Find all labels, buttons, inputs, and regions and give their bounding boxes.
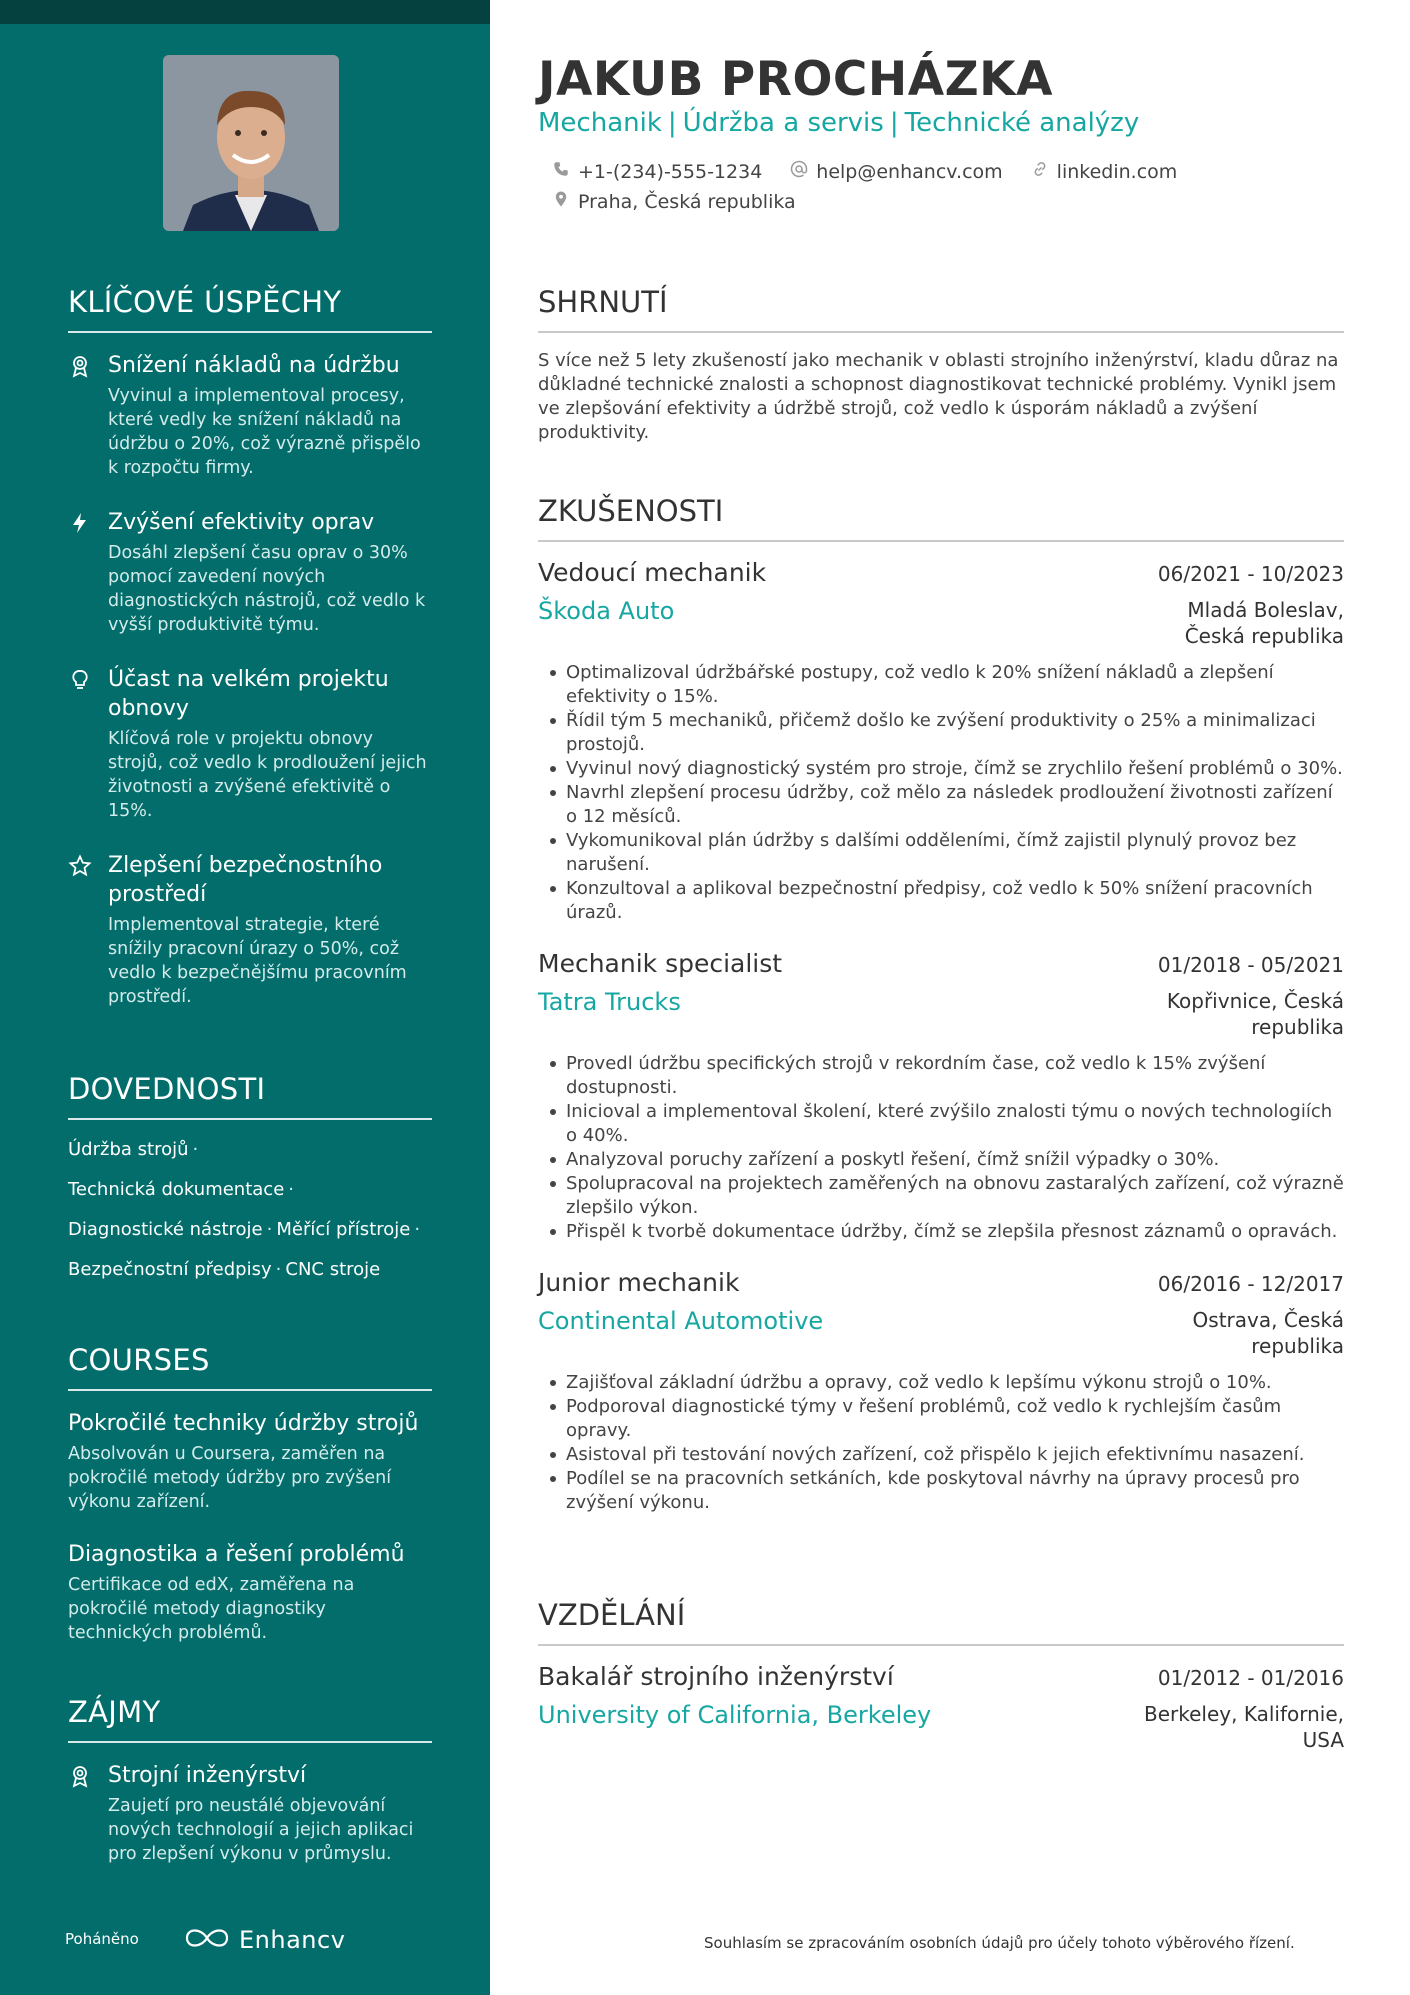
skills-line <box>68 1138 432 1162</box>
experience-heading: ZKUŠENOSTI <box>538 494 1344 542</box>
achievement-item <box>68 851 432 1009</box>
job-bullet: Inicioval a implementoval školení, které zvýšilo znalosti týmu o nových technologiích o 40%. <box>550 1100 1344 1148</box>
skills-line <box>68 1178 432 1202</box>
job-bullet: Zajišťoval základní údržbu a opravy, což vedlo k lepšímu výkonu strojů o 10%. <box>550 1371 1344 1395</box>
skills-section <box>68 1072 432 1298</box>
job-item <box>538 1268 1344 1515</box>
job-bullet: Vykomunikoval plán údržby s dalšími odděleními, čímž zajistil plynulý provoz bez narušení. <box>550 829 1344 877</box>
summary-heading: SHRNUTÍ <box>538 285 1344 333</box>
job-bullet: Provedl údržbu specifických strojů v rekordním čase, což vedlo k 15% zvýšení dostupnosti. <box>550 1052 1344 1100</box>
job-bullet: Konzultoval a aplikoval bezpečnostní předpisy, což vedlo k 50% snížení pracovních úrazů. <box>550 877 1344 925</box>
candidate-name: JAKUB PROCHÁZKA <box>538 52 1053 107</box>
skill-tag: Diagnostické nástroje <box>68 1219 263 1240</box>
skill-tag: Bezpečnostní předpisy <box>68 1259 272 1280</box>
achievement-item <box>68 508 432 637</box>
achievement-desc: Dosáhl zlepšení času oprav o 30% pomocí zavedení nových diagnostických nástrojů, což vedlo k vyšší produktivitě týmu. <box>108 543 426 635</box>
achievement-title: Účast na velkém projektu obnovy <box>108 667 389 721</box>
skill-separator: · <box>288 1179 295 1200</box>
school-name: University of California, Berkeley <box>538 1701 932 1729</box>
job-location: Ostrava, Česká republika <box>1192 1308 1344 1358</box>
skill-tag: Údržba strojů <box>68 1139 189 1160</box>
skill-separator: · <box>266 1219 273 1240</box>
job-bullet: Řídil tým 5 mechaniků, přičemž došlo ke zvýšení produktivity o 25% a minimalizaci prostojů. <box>550 709 1344 757</box>
tagline-separator: | <box>889 108 899 138</box>
courses-section <box>68 1343 432 1671</box>
job-location: Mladá Boleslav, Česká republika <box>1184 598 1344 648</box>
course-title: Diagnostika a řešení problémů <box>68 1542 405 1567</box>
infinity-icon <box>183 1926 231 1954</box>
award-icon <box>68 354 92 378</box>
company-name: Continental Automotive <box>538 1307 824 1335</box>
skill-tag: Technická dokumentace <box>68 1179 285 1200</box>
job-location: Kopřivnice, Česká republika <box>1166 989 1344 1039</box>
skills-line <box>68 1258 432 1282</box>
education-heading: VZDĚLÁNÍ <box>538 1598 1344 1646</box>
job-bullet: Podílel se na pracovních setkáních, kde poskytoval návrhy na úpravy procesů pro zvýšení výkonu. <box>550 1467 1344 1515</box>
experience-section <box>538 494 1344 1539</box>
job-bullet: Analyzoval poruchy zařízení a poskytl řešení, čímž snížil výpadky o 30%. <box>550 1148 1344 1172</box>
location-text: Praha, Česká republika <box>578 190 796 213</box>
brand-logo[interactable] <box>183 1926 345 1954</box>
link-text: linkedin.com <box>1056 160 1178 183</box>
location-pin-icon <box>552 190 570 213</box>
skill-separator: · <box>414 1219 421 1240</box>
job-title: Junior mechanik <box>538 1268 740 1297</box>
lightbulb-icon <box>68 668 92 692</box>
course-desc: Certifikace od edX, zaměřena na pokročilé metody diagnostiky technických problémů. <box>68 1575 355 1643</box>
phone-text: +1-(234)-555-1234 <box>578 160 763 183</box>
achievement-desc: Vyvinul a implementoval procesy, které vedly ke snížení nákladů na údržbu o 20%, což výrazně přispělo k rozpočtu firmy. <box>108 386 421 478</box>
summary-text: S více než 5 lety zkušeností jako mechanik v oblasti strojního inženýrství, kladu důraz na důkladné technické znalosti a schopnost diagnostikovat technické problémy. Vynikl jsem ve zlepšování efektivity a údržbě strojů, což vedlo k úsporám nákladů a zvýšení produktivity. <box>538 350 1339 443</box>
course-item <box>68 1540 432 1645</box>
job-bullet: Asistoval při testování nových zařízení, což přispělo k jejich efektivnímu nasazení. <box>550 1443 1344 1467</box>
interest-desc: Zaujetí pro neustálé objevování nových technologií a jejich aplikaci pro zlepšení výkonu v průmyslu. <box>108 1796 414 1864</box>
education-item <box>538 1662 1344 1753</box>
job-title: Mechanik specialist <box>538 949 783 978</box>
job-title: Vedoucí mechanik <box>538 558 767 587</box>
lightning-icon <box>68 511 92 535</box>
powered-by-label: Poháněno <box>65 1930 139 1948</box>
avatar <box>163 55 339 231</box>
phone-icon <box>552 160 570 183</box>
skill-tag: Měřící přístroje <box>276 1219 411 1240</box>
job-bullet: Podporoval diagnostické týmy v řešení problémů, což vedlo k rychlejším časům opravy. <box>550 1395 1344 1443</box>
sidebar <box>0 0 490 1995</box>
job-bullets <box>538 1052 1344 1244</box>
company-name: Škoda Auto <box>538 597 675 625</box>
job-dates: 06/2021 - 10/2023 <box>1157 562 1344 586</box>
skill-tag: CNC stroje <box>285 1259 381 1280</box>
skills-list <box>68 1138 432 1282</box>
tagline <box>538 108 1139 138</box>
award-icon <box>68 1764 92 1788</box>
job-dates: 01/2018 - 05/2021 <box>1157 953 1344 977</box>
consent-note: Souhlasím se zpracováním osobních údajů pro účely tohoto výběrového řízení. <box>704 1934 1295 1952</box>
course-title: Pokročilé techniky údržby strojů <box>68 1411 419 1436</box>
company-name: Tatra Trucks <box>538 988 681 1016</box>
skill-separator: · <box>275 1259 282 1280</box>
link-contact[interactable] <box>1031 160 1178 183</box>
achievement-title: Snížení nákladů na údržbu <box>108 353 400 378</box>
tagline-role: Mechanik <box>538 108 662 138</box>
course-item <box>68 1409 432 1514</box>
achievement-item <box>68 351 432 480</box>
skill-separator: · <box>192 1139 199 1160</box>
location-row <box>552 190 796 213</box>
achievement-desc: Implementoval strategie, které snížily pracovní úrazy o 50%, což vedlo k bezpečnějšímu pracovním prostředí. <box>108 915 407 1007</box>
achievements-section <box>68 285 432 1037</box>
email-text: help@enhancv.com <box>816 160 1003 183</box>
degree-title: Bakalář strojního inženýrství <box>538 1662 894 1691</box>
interest-title: Strojní inženýrství <box>108 1763 307 1788</box>
job-bullet: Optimalizoval údržbářské postupy, což vedlo k 20% snížení nákladů a zlepšení efektivity o 15%. <box>550 661 1344 709</box>
email-contact[interactable] <box>790 160 1002 183</box>
interests-section <box>68 1695 432 1894</box>
job-bullet: Přispěl k tvorbě dokumentace údržby, čímž se zlepšila přesnost záznamů o opravách. <box>550 1220 1344 1244</box>
contact-row <box>552 160 1177 183</box>
achievement-desc: Klíčová role v projektu obnovy strojů, což vedlo k prodloužení jejich životnosti a zvýšené efektivitě o 15%. <box>108 729 427 821</box>
interest-item <box>68 1761 432 1866</box>
phone-contact[interactable] <box>552 160 762 183</box>
location-contact <box>552 190 796 213</box>
tagline-separator: | <box>667 108 677 138</box>
at-icon <box>790 160 808 183</box>
achievement-title: Zlepšení bezpečnostního prostředí <box>108 853 383 907</box>
job-bullet: Navrhl zlepšení procesu údržby, což mělo za následek prodloužení životnosti zařízení o 12 měsíců. <box>550 781 1344 829</box>
brand-name: Enhancv <box>239 1926 346 1954</box>
skills-heading: DOVEDNOSTI <box>68 1072 432 1120</box>
education-dates: 01/2012 - 01/2016 <box>1157 1666 1344 1690</box>
education-section <box>538 1598 1344 1777</box>
job-bullet: Spolupracoval na projektech zaměřených na obnovu zastaralých zařízení, což výrazně zlepšilo výkon. <box>550 1172 1344 1220</box>
tagline-role: Technické analýzy <box>904 108 1140 138</box>
summary-section <box>538 285 1344 445</box>
sidebar-top-bar <box>0 0 490 24</box>
interests-heading: ZÁJMY <box>68 1695 432 1743</box>
skills-line <box>68 1218 432 1242</box>
tagline-role: Údržba a servis <box>682 108 884 138</box>
job-dates: 06/2016 - 12/2017 <box>1157 1272 1344 1296</box>
courses-heading: COURSES <box>68 1343 432 1391</box>
job-bullets <box>538 661 1344 925</box>
education-location: Berkeley, Kalifornie, USA <box>1144 1702 1345 1752</box>
job-bullets <box>538 1371 1344 1515</box>
course-desc: Absolvován u Coursera, zaměřen na pokročilé metody údržby pro zvýšení výkonu zařízení. <box>68 1444 392 1512</box>
link-icon <box>1031 160 1049 183</box>
achievement-item <box>68 665 432 823</box>
job-item <box>538 558 1344 925</box>
achievement-title: Zvýšení efektivity oprav <box>108 510 375 535</box>
job-item <box>538 949 1344 1244</box>
job-bullet: Vyvinul nový diagnostický systém pro stroje, čímž se zrychlilo řešení problémů o 30%. <box>550 757 1344 781</box>
achievements-heading: KLÍČOVÉ ÚSPĚCHY <box>68 285 432 333</box>
jobs-list <box>538 558 1344 1515</box>
star-icon <box>68 854 92 878</box>
